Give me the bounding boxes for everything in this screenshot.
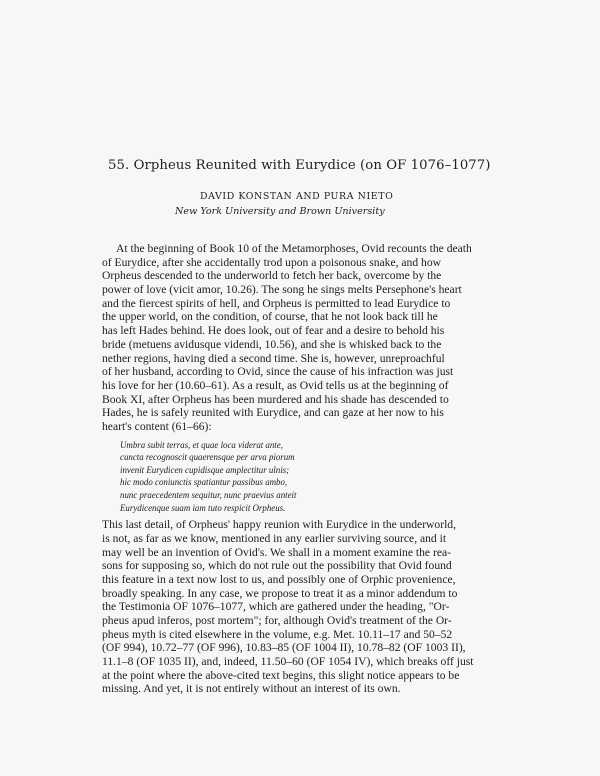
text-line: power of love (vicit amor, 10.26). The song he sings melts Persephone's heart: [102, 283, 462, 297]
quote-line: nunc praecedentem sequitur, nunc praevius anteit: [120, 490, 297, 500]
text-line: may well be an invention of Ovid's. We shall in a moment examine the rea-: [102, 545, 451, 559]
text-line: sons for supposing so, which do not rule out the possibility that Ovid found: [102, 559, 452, 573]
text-line: broadly speaking. In any case, we propose to treat it as a minor addendum to: [102, 586, 458, 600]
text-line: his love for her (10.60–61). As a result, as Ovid tells us at the beginning of: [102, 378, 449, 392]
text-line: This last detail, of Orpheus' happy reunion with Eurydice in the underworld,: [102, 518, 457, 532]
latin-quotation: [120, 439, 520, 515]
text-line: bride (metuens avidusque videndi, 10.56), and she is whisked back to the: [102, 337, 442, 351]
text-line: the Testimonia OF 1076–1077, which are gathered under the heading, "Or-: [102, 600, 450, 614]
article-title: 55. Orpheus Reunited with Eurydice (on OF 1076–1077): [108, 158, 491, 173]
text-line: heart's content (61–66):: [102, 419, 212, 433]
paragraph-discussion: [102, 518, 520, 696]
text-line: 11.1–8 (OF 1035 II), and, indeed, 11.50–60 (OF 1054 IV), which breaks off just: [102, 655, 474, 669]
text-line: of her husband, according to Ovid, since the cause of his infraction was just: [102, 365, 454, 379]
text-line: nether regions, having died a second time. She is, however, unreproachful: [102, 351, 445, 365]
text-line: missing. And yet, it is not entirely without an interest of its own.: [102, 682, 401, 696]
quote-line: Eurydicenque suam iam tuto respicit Orpheus.: [120, 502, 286, 513]
text-line: the upper world, on the condition, of course, that he not look back till he: [102, 310, 438, 324]
text-line: and the fiercest spirits of hell, and Orpheus is permitted to lead Eurydice to: [102, 296, 451, 310]
text-line: has left Hades behind. He does look, out of fear and a desire to behold his: [102, 324, 445, 338]
author-affiliation: New York University and Brown University: [175, 206, 385, 217]
quote-line: Umbra subit terras, et quae loca viderat ante,: [120, 439, 283, 450]
text-line: of Eurydice, after she accidentally trod upon a poisonous snake, and how: [102, 255, 442, 269]
text-line: Book XI, after Orpheus has been murdered and his shade has descended to: [102, 392, 449, 406]
text-line: At the beginning of Book 10 of the Metamorphoses, Ovid recounts the death: [116, 242, 472, 255]
text-line: at the point where the above-cited text begins, this slight notice appears to be: [102, 668, 460, 682]
quote-line: cuncta recognoscit quaerensque per arva piorum: [120, 452, 295, 463]
text-line: Orpheus descended to the underworld to fetch her back, overcome by the: [102, 269, 442, 283]
text-line: (OF 994), 10.72–77 (OF 996), 10.83–85 (OF 1004 II), 10.78–82 (OF 1003 II),: [102, 641, 466, 655]
text-line: pheus apud inferos, post mortem"; for, although Ovid's treatment of the Or-: [102, 614, 452, 627]
article-body: [102, 242, 520, 696]
text-line: is not, as far as we know, mentioned in any earlier surviving source, and it: [102, 531, 447, 545]
paragraph-intro: [102, 242, 520, 434]
article-authors: DAVID KONSTAN AND PURA NIETO: [200, 191, 394, 202]
text-line: pheus myth is cited elsewhere in the volume, e.g. Met. 10.11–17 and 50–52: [102, 627, 453, 641]
quote-line: hic modo coniunctis spatiantur passibus ambo,: [120, 477, 288, 488]
quote-line: invenit Eurydicen cupidisque amplectitur ulnis;: [120, 464, 290, 475]
text-line: Hades, he is safely reunited with Eurydice, and can gaze at her now to his: [102, 406, 444, 420]
text-line: this feature in a text now lost to us, and possibly one of Orphic provenience,: [102, 572, 456, 586]
